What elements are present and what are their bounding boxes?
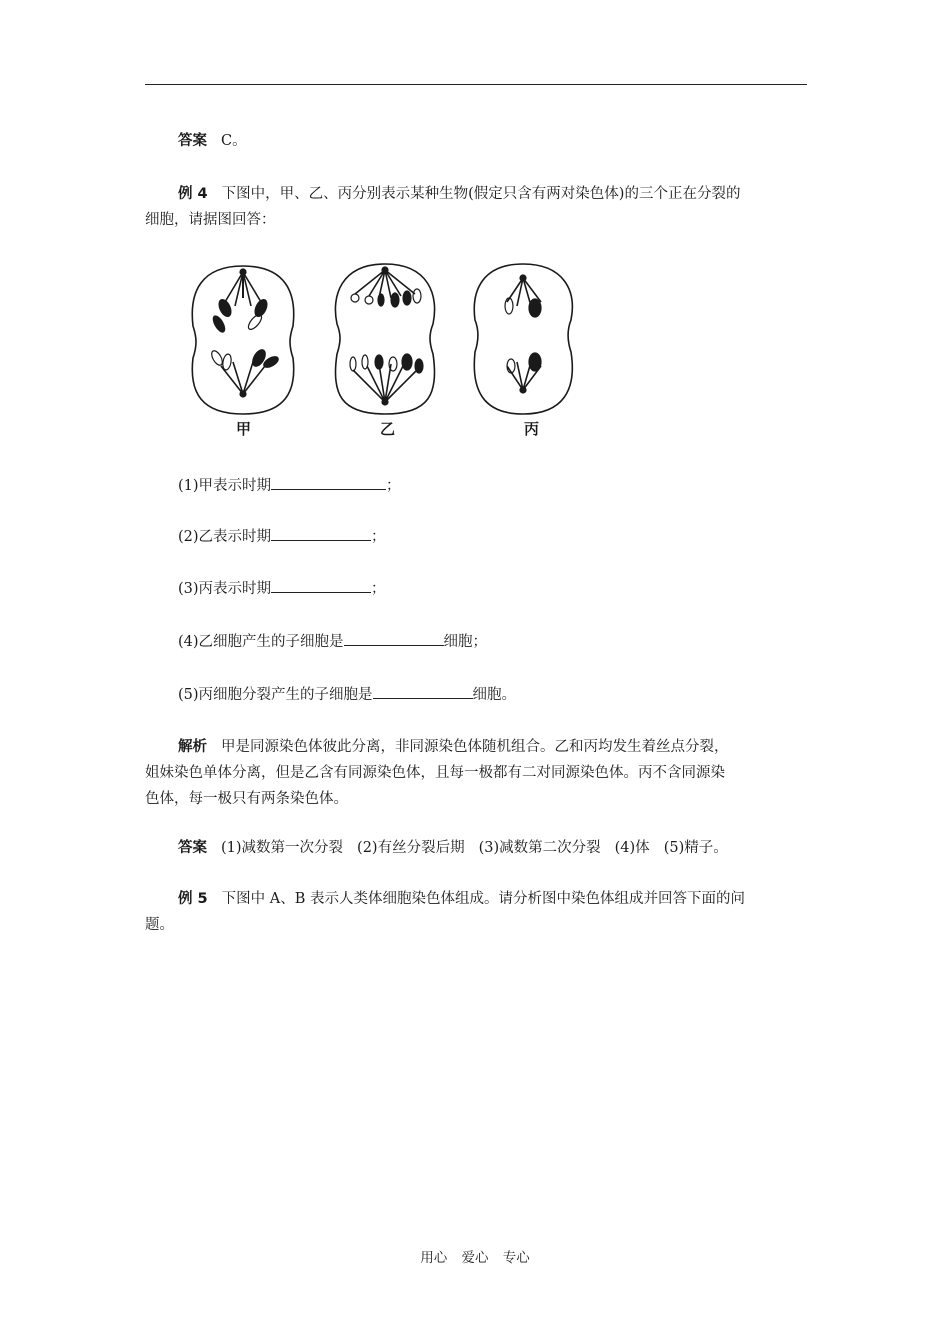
answer-blank — [373, 684, 473, 699]
example-5-line-2: 题。 — [145, 917, 174, 933]
answer-1 — [145, 128, 848, 154]
answer-blank — [271, 526, 371, 541]
example-4-text-1: 下图中，甲、乙、丙分别表示某种生物(假定只含有两对染色体)的三个正在分裂的 — [221, 186, 741, 202]
answer-2: 答案 (1)减数第一次分裂 (2)有丝分裂后期 (3)减数第二次分裂 (4)体 (5)精子。 — [178, 840, 728, 856]
answer-blank — [271, 475, 386, 490]
example-4-line-1 — [145, 181, 848, 207]
answer-label: 答案 — [178, 840, 207, 856]
answer-blank — [344, 631, 444, 646]
cell-yi-membrane — [335, 264, 434, 414]
answer-blank — [271, 578, 371, 593]
question-3: (3)丙表示时期 ； — [145, 576, 848, 602]
header-rule — [145, 84, 807, 85]
example-5-label: 例 5 — [178, 891, 208, 907]
example-5-line-1: 例 5 下图中 A、B 表示人类体细胞染色体组成。请分析图中染色体组成并回答下面的问 — [178, 891, 745, 907]
example-4-label: 例 4 — [178, 186, 208, 202]
analysis-label: 解析 — [178, 739, 207, 755]
answer-text: C。 — [221, 133, 247, 149]
figure-label-bing: 丙 — [524, 420, 540, 438]
cell-division-figure — [185, 262, 585, 442]
analysis-line-3: 色体，每一极只有两条染色体。 — [145, 791, 348, 807]
question-1: (1)甲表示时期 ； — [145, 473, 848, 499]
question-4: (4)乙细胞产生的子细胞是 细胞； — [145, 629, 848, 655]
answer-label: 答案 — [178, 133, 207, 149]
analysis-line-1: 解析 甲是同源染色体彼此分离，非同源染色体随机组合。乙和丙均发生着丝点分裂， — [178, 739, 729, 755]
figure-label-jia: 甲 — [236, 420, 252, 438]
example-4-line-2: 细胞，请据图回答： — [145, 212, 276, 228]
question-5: (5)丙细胞分裂产生的子细胞是 细胞。 — [145, 682, 848, 708]
page-footer: 用心 爱心 专心 — [420, 1250, 530, 1266]
analysis-line-2: 姐妹染色单体分离，但是乙含有同源染色体，且每一极都有二对同源染色体。丙不含同源染 — [145, 765, 725, 781]
figure-label-yi: 乙 — [380, 420, 396, 438]
question-2: (2)乙表示时期 ； — [145, 524, 848, 550]
